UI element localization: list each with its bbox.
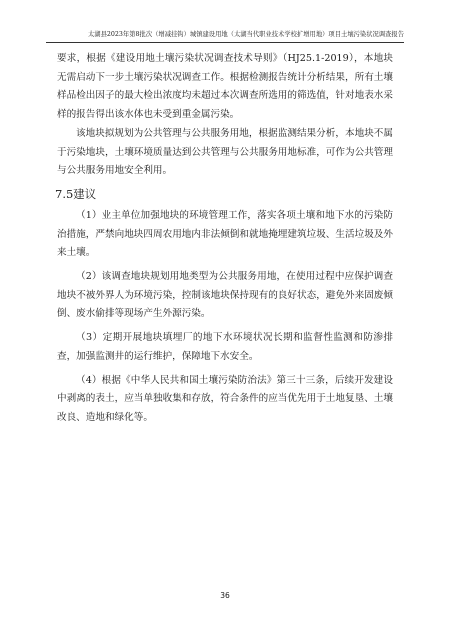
page-number: 36 [220,591,230,600]
recommendation-3: （3）定期开展地块填埋厂的地下水环境状况长期和监督性监测和防渗排查，加强监测井的运行维护，保障地下水安全。 [57,332,393,362]
section-heading-recommendations: 7.5建议 [55,186,97,201]
conclusion-paragraph: 该地块拟规划为公共管理与公共服务用地，根据监测结果分析，本地块不属于污染地块，土壤环境质量达到公共管理与公共服务用地标准，可作为公共管理与公共服务用地安全利用。 [57,127,393,177]
recommendation-1: （1）业主单位加强地块的环境管理工作，落实各项土壤和地下水的污染防治措施，严禁向地块四周农用地内非法倾倒和就地掩埋建筑垃圾、生活垃圾及外来土壤。 [57,209,393,259]
header-divider [46,42,404,43]
report-body [57,50,393,428]
recommendation-2: （2）该调查地块规划用地类型为公共服务用地，在使用过程中应保护调查地块不被外界人为环境污染，控制该地块保持现有的良好状态，避免外来固废倾倒、废水偷排等现场产生外源污染。 [57,271,393,320]
recommendation-4: （4）根据《中华人民共和国土壤污染防治法》第三十三条，后续开发建设中剥离的表土，应当单独收集和存放，符合条件的应当优先用于土地复垦、土壤改良、造地和绿化等。 [57,374,393,423]
running-header: 太湖县2023年第8批次（增减挂钩）城镇建设用地（太湖当代职业技术学校扩增用地）项目土壤污染状况调查报告 [88,31,404,38]
conclusion-paragraph-continued: 要求，根据《建设用地土壤污染状况调查技术导则》（HJ25.1-2019），本地块无需启动下一步土壤污染状况调查工作。根据检测报告统计分析结果，所有土壤样品检出因子的最大检出浓度均未超过本次调查所选用的筛选值，针对地表水采样的报告得出该水体也未受到重金属污染。 [57,53,393,121]
